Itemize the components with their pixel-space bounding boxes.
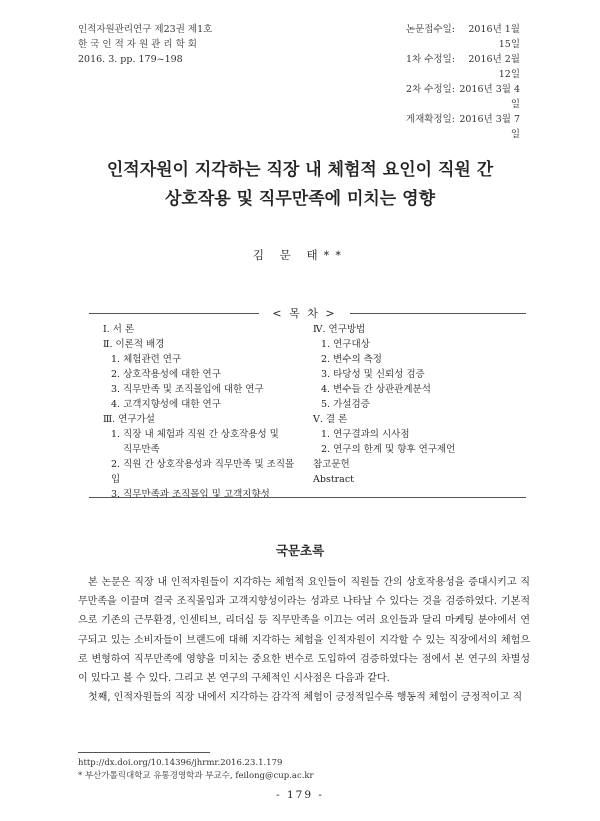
date-label: 논문접수일: (405, 24, 455, 35)
toc-item: 1. 연구대상 (321, 339, 370, 350)
toc-item: 5. 가설검증 (321, 399, 370, 410)
toc-item: 참고문헌 (313, 459, 350, 470)
toc-item: 2. 직원 간 상호작용성과 직무만족 및 조직몰입 (111, 459, 295, 485)
toc-item: 2. 변수의 측정 (321, 354, 382, 365)
submission-dates (390, 22, 520, 142)
toc-item: Ⅰ. 서 론 (103, 324, 135, 335)
toc-label: < 목 차 > (272, 307, 337, 320)
journal-info (78, 22, 212, 67)
journal-name: 인적자원관리연구 제23권 제1호 (78, 24, 213, 35)
page-number: - 179 - (276, 789, 324, 801)
toc-item: 1. 연구결과의 시사점 (321, 429, 410, 440)
toc-item: 3. 직무만족 및 조직몰입에 대한 연구 (111, 384, 264, 395)
toc-item: 3. 타당성 및 신뢰성 검증 (321, 369, 425, 380)
date-label: 1차 수정일: (406, 54, 455, 65)
author-affiliation: * 부산가톨릭대학교 유통경영학과 부교수, feilong@cup.ac.kr (78, 771, 314, 781)
issue-info: 2016. 3. pp. 179~198 (78, 54, 183, 65)
date-row (390, 22, 520, 52)
toc-item: 2. 상호작용성에 대한 연구 (111, 369, 221, 380)
toc-top-rule-right (350, 313, 526, 314)
abstract-paragraph: 첫째, 인적자원들의 직장 내에서 지각하는 감각적 체험이 긍정적일수록 행동적 체험이 긍정적이고 직 (88, 692, 523, 704)
toc-item: Ⅲ. 연구가설 (103, 414, 155, 425)
toc-item: Abstract (313, 474, 354, 485)
footnotes (78, 757, 538, 783)
date-value: 2016년 3월 7일 (459, 114, 520, 140)
toc-bottom-rule (89, 497, 526, 498)
paper-title-line-2: 상호작용 및 직무만족에 미치는 영향 (164, 189, 435, 209)
toc-left-column (103, 322, 303, 502)
abstract-body (78, 573, 530, 707)
toc-item: Ⅳ. 연구방법 (313, 324, 366, 335)
toc-item: 4. 고객지향성에 대한 연구 (111, 399, 221, 410)
toc-item: 1. 직장 내 체험과 직원 간 상호작용성 및 (111, 429, 279, 440)
toc-top-rule-left (89, 313, 259, 314)
date-label: 2차 수정일: (406, 84, 455, 95)
toc-item: Ⅱ. 이론적 배경 (103, 339, 165, 350)
toc-item: 2. 연구의 한계 및 향후 연구제언 (321, 444, 456, 455)
toc-item: 4. 변수들 간 상관관계분석 (321, 384, 431, 395)
date-row (390, 112, 520, 142)
date-row (390, 82, 520, 112)
toc-item: 3. 직무만족과 조직몰입 및 고객지향성 (111, 489, 270, 500)
abstract-paragraph: 본 논문은 직장 내 인적자원들이 지각하는 체험적 요인들이 직원들 간의 상호작용성을 증대시키고 직무만족을 이끌며 결국 조직몰입과 고객지향성이라는 성과로 나타날 수 있다는 것을 검증하였다. 기본적으로 기존의 근무환경, 인센티브, 리더십 등 직무만족을 이끄는 여러 요인들과 달리 마케팅 분야에서 연구되고 있는 소비자들이 브랜드에 대해 지각하는 체험을 인적자원이 지각할 수 있는 직장에서의 체험으로 변형하여 직무만족에 영향을 미치는 중요한 변수로 도입하여 검증하였다는 점에서 본 연구의 차별성이 있다고 볼 수 있다. 그리고 본 연구의 구체적인 시사점은 다음과 같다. (78, 577, 530, 685)
date-value: 2016년 3월 4일 (459, 84, 520, 110)
date-label: 게재확정일: (405, 114, 455, 125)
date-row (390, 52, 520, 82)
toc-item: 1. 체험관련 연구 (111, 354, 182, 365)
paper-title-line-1: 인적자원이 지각하는 직장 내 체험적 요인이 직원 간 (106, 160, 494, 180)
doi-link[interactable]: http://dx.doi.org/10.14396/jhrmr.2016.23.1.179 (78, 758, 283, 768)
footnote-rule (78, 752, 210, 753)
date-value: 2016년 2월 12일 (468, 54, 520, 80)
toc-right-column (313, 322, 523, 487)
author-name: 김 문 태** (252, 248, 348, 262)
toc-item: Ⅴ. 결 론 (313, 414, 348, 425)
abstract-heading: 국문초록 (275, 543, 325, 558)
society-name: 한 국 인 적 자 원 관 리 학 회 (78, 39, 197, 50)
date-value: 2016년 1월 15일 (468, 24, 520, 50)
toc-item: 직무만족 (123, 444, 160, 455)
